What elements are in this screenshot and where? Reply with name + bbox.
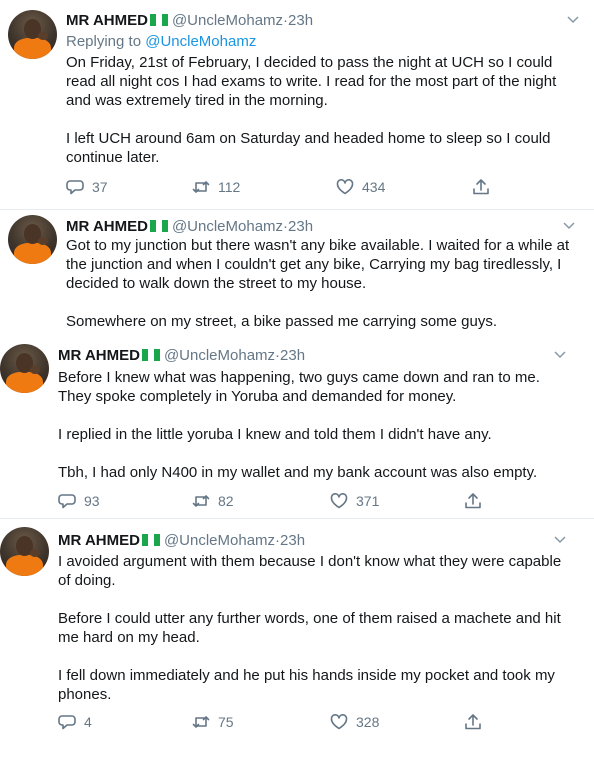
- action-bar: [58, 712, 518, 732]
- author-handle[interactable]: @UncleMohamz: [163, 346, 276, 364]
- replying-to-link[interactable]: @UncleMohamz: [145, 33, 257, 50]
- separator-dot: ·: [283, 217, 289, 235]
- tweet-paragraph: On Friday, 21st of February, I decided to pass the night at UCH so I could read all night cos I had exams to write. I read for the most part of the night and was extremely tired in the morning.: [66, 54, 557, 109]
- share-button[interactable]: [472, 177, 490, 197]
- like-icon: [330, 713, 348, 731]
- like-button[interactable]: [330, 491, 379, 511]
- reply-button[interactable]: [66, 177, 108, 197]
- reply-icon: [58, 492, 76, 510]
- action-bar: [58, 491, 518, 511]
- reply-button[interactable]: [58, 491, 100, 511]
- separator-dot: ·: [283, 11, 289, 29]
- tweet-3[interactable]: [0, 336, 594, 518]
- replying-prefix: Replying to: [66, 33, 142, 50]
- avatar[interactable]: [0, 527, 49, 576]
- author-name[interactable]: MR AHMED: [66, 217, 148, 235]
- nigeria-flag-icon: [150, 14, 168, 26]
- retweet-button[interactable]: [192, 177, 240, 197]
- tweet-paragraph: Got to my junction but there wasn't any bike available. I waited for a while at the junction and when I couldn't get any bike, Carrying my bag tiredlessly, I decided to walk down the street to my house.: [66, 237, 570, 292]
- chevron-down-icon[interactable]: [553, 347, 567, 361]
- like-button[interactable]: [336, 177, 385, 197]
- chevron-down-icon[interactable]: [553, 532, 567, 546]
- tweet-paragraph: Before I could utter any further words, one of them raised a machete and hit me hard on my head.: [58, 610, 561, 646]
- tweet-text: [58, 552, 570, 704]
- author-handle[interactable]: @UncleMohamz: [171, 217, 284, 235]
- timestamp[interactable]: 23h: [288, 217, 314, 235]
- reply-button[interactable]: [58, 712, 92, 732]
- nigeria-flag-icon: [150, 220, 168, 232]
- like-button[interactable]: [330, 712, 379, 732]
- separator-dot: ·: [275, 346, 281, 364]
- tweet-paragraph: I left UCH around 6am on Saturday and headed home to sleep so I could continue later.: [66, 130, 551, 166]
- tweet-4[interactable]: [0, 519, 594, 776]
- avatar[interactable]: [8, 10, 57, 59]
- tweet-1[interactable]: [0, 0, 594, 210]
- author-name[interactable]: MR AHMED: [58, 346, 140, 364]
- tweet-paragraph: Somewhere on my street, a bike passed me carrying some guys.: [66, 313, 498, 330]
- retweet-icon: [192, 713, 210, 731]
- retweet-button[interactable]: [192, 712, 234, 732]
- share-icon: [464, 713, 482, 731]
- avatar[interactable]: [8, 215, 57, 264]
- action-bar: [66, 177, 526, 197]
- tweet-text: [66, 236, 576, 331]
- separator-dot: ·: [275, 531, 281, 549]
- author-name[interactable]: MR AHMED: [58, 531, 140, 549]
- tweet-paragraph: I fell down immediately and he put his hands inside my pocket and took my phones.: [58, 667, 555, 703]
- reply-count: 93: [84, 493, 100, 509]
- nigeria-flag-icon: [142, 349, 160, 361]
- chevron-down-icon[interactable]: [562, 218, 576, 232]
- like-icon: [330, 492, 348, 510]
- share-icon: [472, 178, 490, 196]
- reply-count: 37: [92, 179, 108, 195]
- timestamp[interactable]: 23h: [280, 346, 306, 364]
- tweet-paragraph: Tbh, I had only N400 in my wallet and my bank account was also empty.: [58, 464, 538, 481]
- author-handle[interactable]: @UncleMohamz: [171, 11, 284, 29]
- reply-icon: [66, 178, 84, 196]
- reply-icon: [58, 713, 76, 731]
- like-count: 328: [356, 714, 380, 730]
- author-handle[interactable]: @UncleMohamz: [163, 531, 276, 549]
- retweet-count: 82: [218, 493, 234, 509]
- retweet-icon: [192, 492, 210, 510]
- timestamp[interactable]: 23h: [280, 531, 306, 549]
- like-count: 371: [356, 493, 380, 509]
- retweet-count: 75: [218, 714, 234, 730]
- timestamp[interactable]: 23h: [288, 11, 314, 29]
- nigeria-flag-icon: [142, 534, 160, 546]
- tweet-paragraph: I avoided argument with them because I don't know what they were capable of doing.: [58, 553, 562, 589]
- author-name[interactable]: MR AHMED: [66, 11, 148, 29]
- share-button[interactable]: [464, 712, 482, 732]
- chevron-down-icon[interactable]: [566, 12, 580, 26]
- retweet-button[interactable]: [192, 491, 234, 511]
- replying-to: [66, 33, 256, 50]
- retweet-icon: [192, 178, 210, 196]
- like-icon: [336, 178, 354, 196]
- share-icon: [464, 492, 482, 510]
- avatar[interactable]: [0, 344, 49, 393]
- tweet-2[interactable]: [0, 210, 594, 336]
- tweet-text: [66, 53, 572, 167]
- share-button[interactable]: [464, 491, 482, 511]
- retweet-count: 112: [218, 179, 241, 195]
- tweet-paragraph: I replied in the little yoruba I knew and told them I didn't have any.: [58, 426, 492, 443]
- tweet-paragraph: Before I knew what was happening, two guys came down and ran to me. They spoke completely in Yoruba and demanded for money.: [58, 369, 540, 405]
- tweet-text: [58, 368, 548, 482]
- like-count: 434: [362, 179, 386, 195]
- reply-count: 4: [84, 714, 92, 730]
